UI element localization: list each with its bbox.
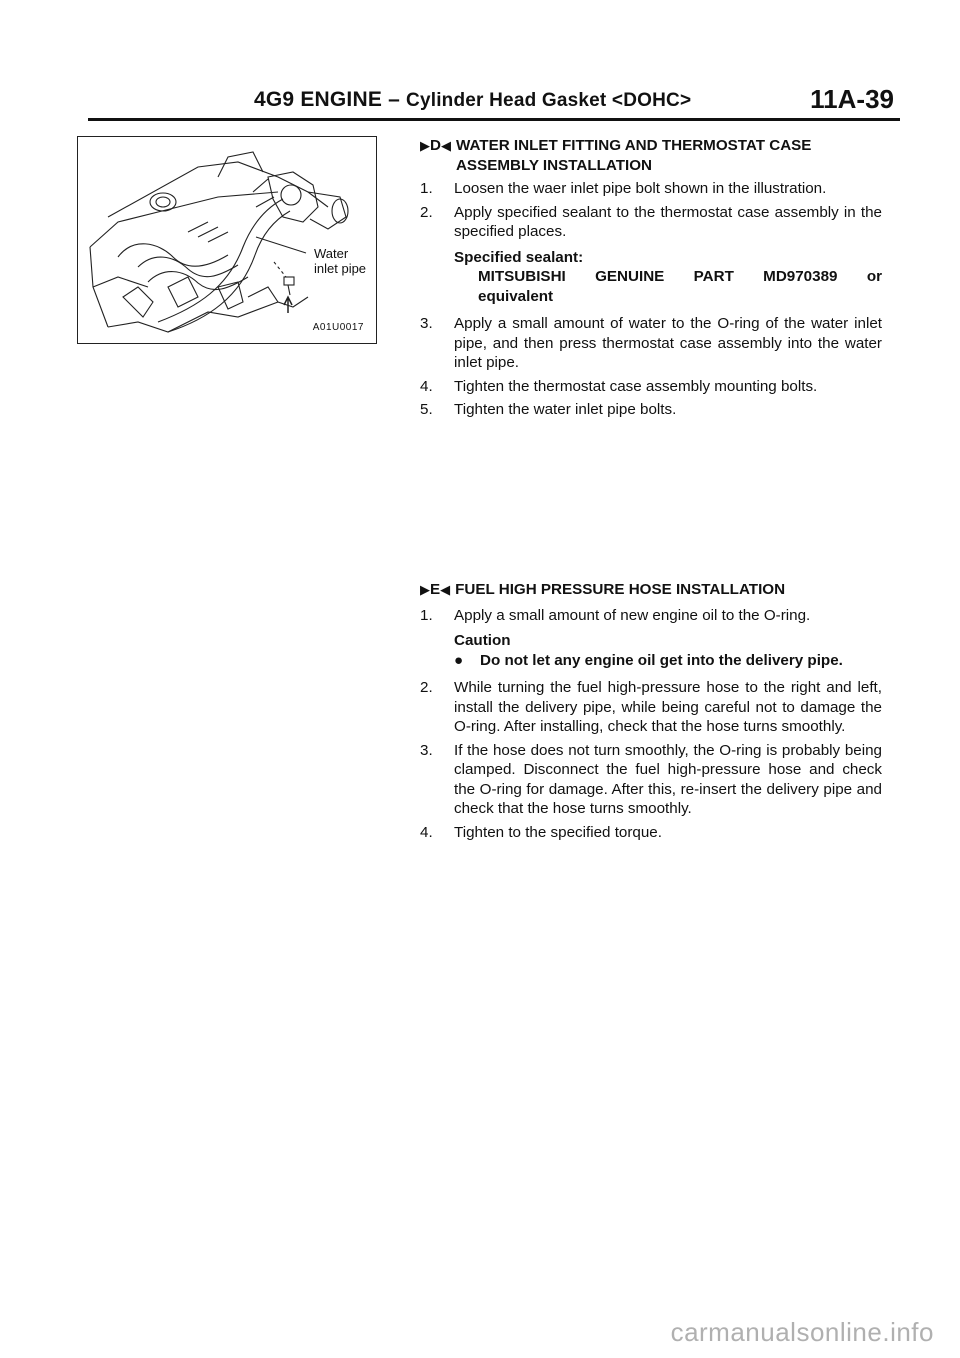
list-item — [420, 823, 882, 843]
section-d-marker — [420, 136, 451, 175]
list-item — [420, 179, 882, 199]
step-number: 2. — [420, 203, 433, 221]
caution-text: Do not let any engine oil get into the delivery pipe. — [480, 651, 843, 669]
list-item — [420, 741, 882, 819]
title-engine: 4G9 ENGINE — [254, 88, 383, 111]
right-triangle-icon: ▶ — [420, 582, 430, 597]
section-e-heading: FUEL HIGH PRESSURE HOSE INSTALLATION — [455, 581, 786, 598]
step-number: 3. — [420, 741, 433, 759]
section-d-heading-line2: ASSEMBLY INSTALLATION — [455, 156, 653, 174]
figure-code: A01U0017 — [312, 322, 364, 333]
list-item — [420, 314, 882, 373]
sealant-word: GENUINE — [595, 268, 665, 285]
sealant-word: or — [866, 268, 882, 285]
section-water-inlet — [420, 136, 882, 420]
step-number: 1. — [420, 180, 433, 197]
header-rule — [88, 118, 900, 121]
bullet-icon: ● — [454, 651, 464, 669]
step-number: 4. — [420, 823, 433, 841]
title-dash: – — [388, 88, 400, 111]
engine-drawing — [78, 137, 377, 344]
sealant-word: PART — [693, 268, 734, 285]
step-text: Apply specified sealant to the thermostat case assembly in the specified places. — [454, 203, 882, 240]
step-text: Tighten the water inlet pipe bolts. — [454, 401, 677, 418]
step-text: Apply a small amount of water to the O-ring of the water inlet pipe, and then press thermostat case assembly into the water inlet pipe. — [454, 315, 882, 371]
step-text: While turning the fuel high-pressure hose to the right and left, install the delivery pipe, while being careful not to damage the O-ring. After installing, check that the hose turns smoothly. — [454, 679, 882, 735]
caution-block — [454, 631, 882, 670]
section-d-heading — [456, 136, 811, 175]
section-d-title — [420, 136, 882, 175]
step-number: 5. — [420, 401, 433, 418]
left-triangle-icon: ◀ — [440, 582, 451, 597]
step-number: 2. — [420, 679, 433, 696]
water-inlet-pipe-callout — [314, 246, 366, 276]
engine-illustration — [77, 136, 377, 344]
watermark-site: carmanualsonline.info — [670, 1317, 934, 1347]
section-d-heading-line1: WATER INLET FITTING AND THERMOSTAT CASE — [455, 137, 812, 154]
page-title — [254, 88, 691, 112]
caution-label: Caution — [454, 632, 511, 649]
page-number: 11A-39 — [810, 84, 894, 114]
step-text: Loosen the waer inlet pipe bolt shown in the illustration. — [454, 180, 827, 197]
sealant-spec — [454, 248, 882, 307]
section-fuel-hose — [420, 580, 882, 842]
step-number: 1. — [420, 606, 433, 624]
sealant-part-number: MD970389 — [763, 268, 838, 285]
step-text: Tighten the thermostat case assembly mounting bolts. — [454, 377, 818, 395]
step-text: Apply a small amount of new engine oil to the O-ring. — [454, 606, 811, 624]
sealant-label: Specified sealant: — [454, 248, 584, 266]
step-text: If the hose does not turn smoothly, the O-ring is probably being clamped. Disconnect the fuel high-pressure hose and check the O-ring for damage. After this, re-insert the delivery pipe and check that the hose turns smoothly. — [454, 741, 882, 817]
step-number: 4. — [420, 377, 433, 395]
right-triangle-icon: ▶ — [420, 138, 430, 153]
section-e-letter: E — [430, 581, 441, 598]
caution-item — [454, 651, 882, 671]
section-e-title — [420, 580, 882, 600]
callout-line-2: inlet pipe — [314, 261, 367, 276]
callout-line-1: Water — [314, 246, 349, 261]
sealant-line-1 — [454, 267, 882, 287]
list-item — [420, 606, 882, 626]
title-subject: Cylinder Head Gasket <DOHC> — [406, 90, 692, 111]
list-item — [420, 400, 882, 420]
list-item — [420, 678, 882, 737]
section-d-letter: D — [430, 137, 441, 154]
left-triangle-icon: ◀ — [440, 138, 451, 153]
sealant-word: MITSUBISHI — [478, 268, 566, 285]
step-text: Tighten to the specified torque. — [454, 823, 662, 841]
step-number: 3. — [420, 315, 433, 332]
list-item — [420, 377, 882, 397]
page-header — [88, 84, 900, 122]
sealant-line-2: equivalent — [478, 287, 554, 305]
section-e-marker — [420, 580, 450, 600]
list-item — [420, 203, 882, 242]
